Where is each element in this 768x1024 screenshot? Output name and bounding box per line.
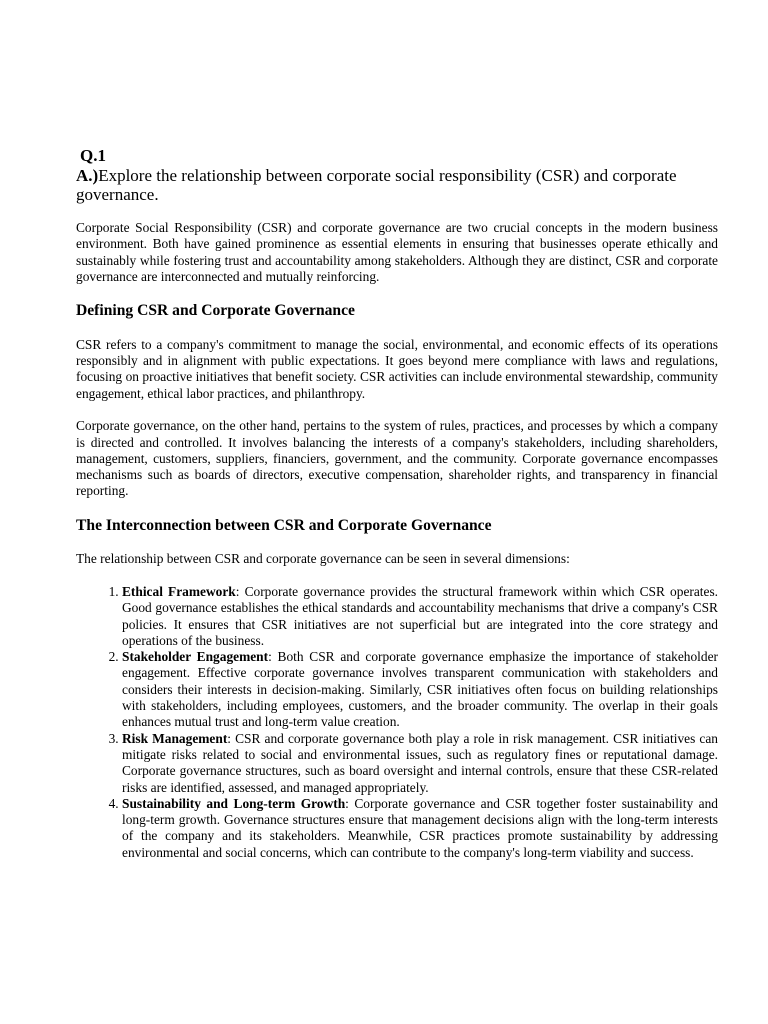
governance-definition-paragraph: Corporate governance, on the other hand, pertains to the system of rules, practices, and processes by which a company is directed and controlled. It involves balancing the interests of a company's stakeholders, including shareholders, management, customers, suppliers, financiers, government, and the community. Corporate governance encompasses mechanisms such as boards of directors, executive compensation, shareholder rights, and transparency in financial reporting. [76, 418, 718, 499]
question-text: Explore the relationship between corporate social responsibility (CSR) and corporate governance. [76, 166, 677, 204]
question-title [76, 166, 718, 204]
document-body [76, 220, 718, 861]
intro-paragraph: Corporate Social Responsibility (CSR) and corporate governance are two crucial concepts in the modern business environment. Both have gained prominence as essential elements in ensuring that businesses operate ethically and sustainably while fostering trust and accountability among stakeholders. Although they are distinct, CSR and corporate governance are interconnected and mutually reinforcing. [76, 220, 718, 284]
question-label: A.) [76, 166, 99, 185]
csr-definition-paragraph: CSR refers to a company's commitment to manage the social, environmental, and economic effects of its operations responsibly and in alignment with public expectations. It goes beyond mere compliance with laws and regulations, focusing on proactive initiatives that benefit society. CSR activities can include environmental stewardship, community engagement, ethical labor practices, and philanthropy. [76, 336, 718, 401]
list-item [122, 584, 718, 649]
list-item-term: Stakeholder Engagement [122, 649, 269, 665]
interconnection-intro-paragraph: The relationship between CSR and corporate governance can be seen in several dimensions: [76, 551, 570, 567]
list-item-term: Risk Management [122, 730, 228, 746]
list-item [122, 649, 718, 730]
list-item-text: : Both CSR and corporate governance emphasize the importance of stakeholder engagement. Effective corporate governance involves transparent communication with stakeholders and considers their interests in decision-making. Similarly, CSR initiatives often focus on building relationships with stakeholders, including employees, customers, and the broader community. The overlap in their goals enhances mutual trust and long-term value creation. [122, 649, 718, 730]
question-number: Q.1 [80, 146, 106, 165]
list-item-term: Ethical Framework [122, 583, 236, 599]
list-item-term: Sustainability and Long-term Growth [122, 795, 346, 811]
section-heading-interconnection: The Interconnection between CSR and Corporate Governance [76, 517, 492, 535]
list-item-text: : Corporate governance provides the structural framework within which CSR operates. Good governance establishes the ethical standards and accountability mechanisms that drive a company's CSR policies. It ensures that CSR initiatives are not superficial but are integrated into the core strategy and operations of the business. [122, 583, 719, 648]
list-item [122, 731, 718, 796]
section-heading-definitions: Defining CSR and Corporate Governance [76, 302, 355, 320]
dimensions-list [76, 584, 718, 861]
list-item [122, 796, 718, 861]
list-item-text: : CSR and corporate governance both play a role in risk management. CSR initiatives can mitigate risks related to social and environmental issues, such as regulatory fines or reputational damage. Corporate governance structures, such as board oversight and internal controls, ensure that these CSR-related risks are identified, assessed, and managed appropriately. [122, 730, 718, 795]
list-item-text: : Corporate governance and CSR together foster sustainability and long-term growth. Governance structures ensure that management decisions align with the long-term interests of the company and its stakeholders. Meanwhile, CSR practices promote sustainability by addressing environmental and social concerns, which can contribute to the company's long-term viability and success. [122, 795, 718, 860]
